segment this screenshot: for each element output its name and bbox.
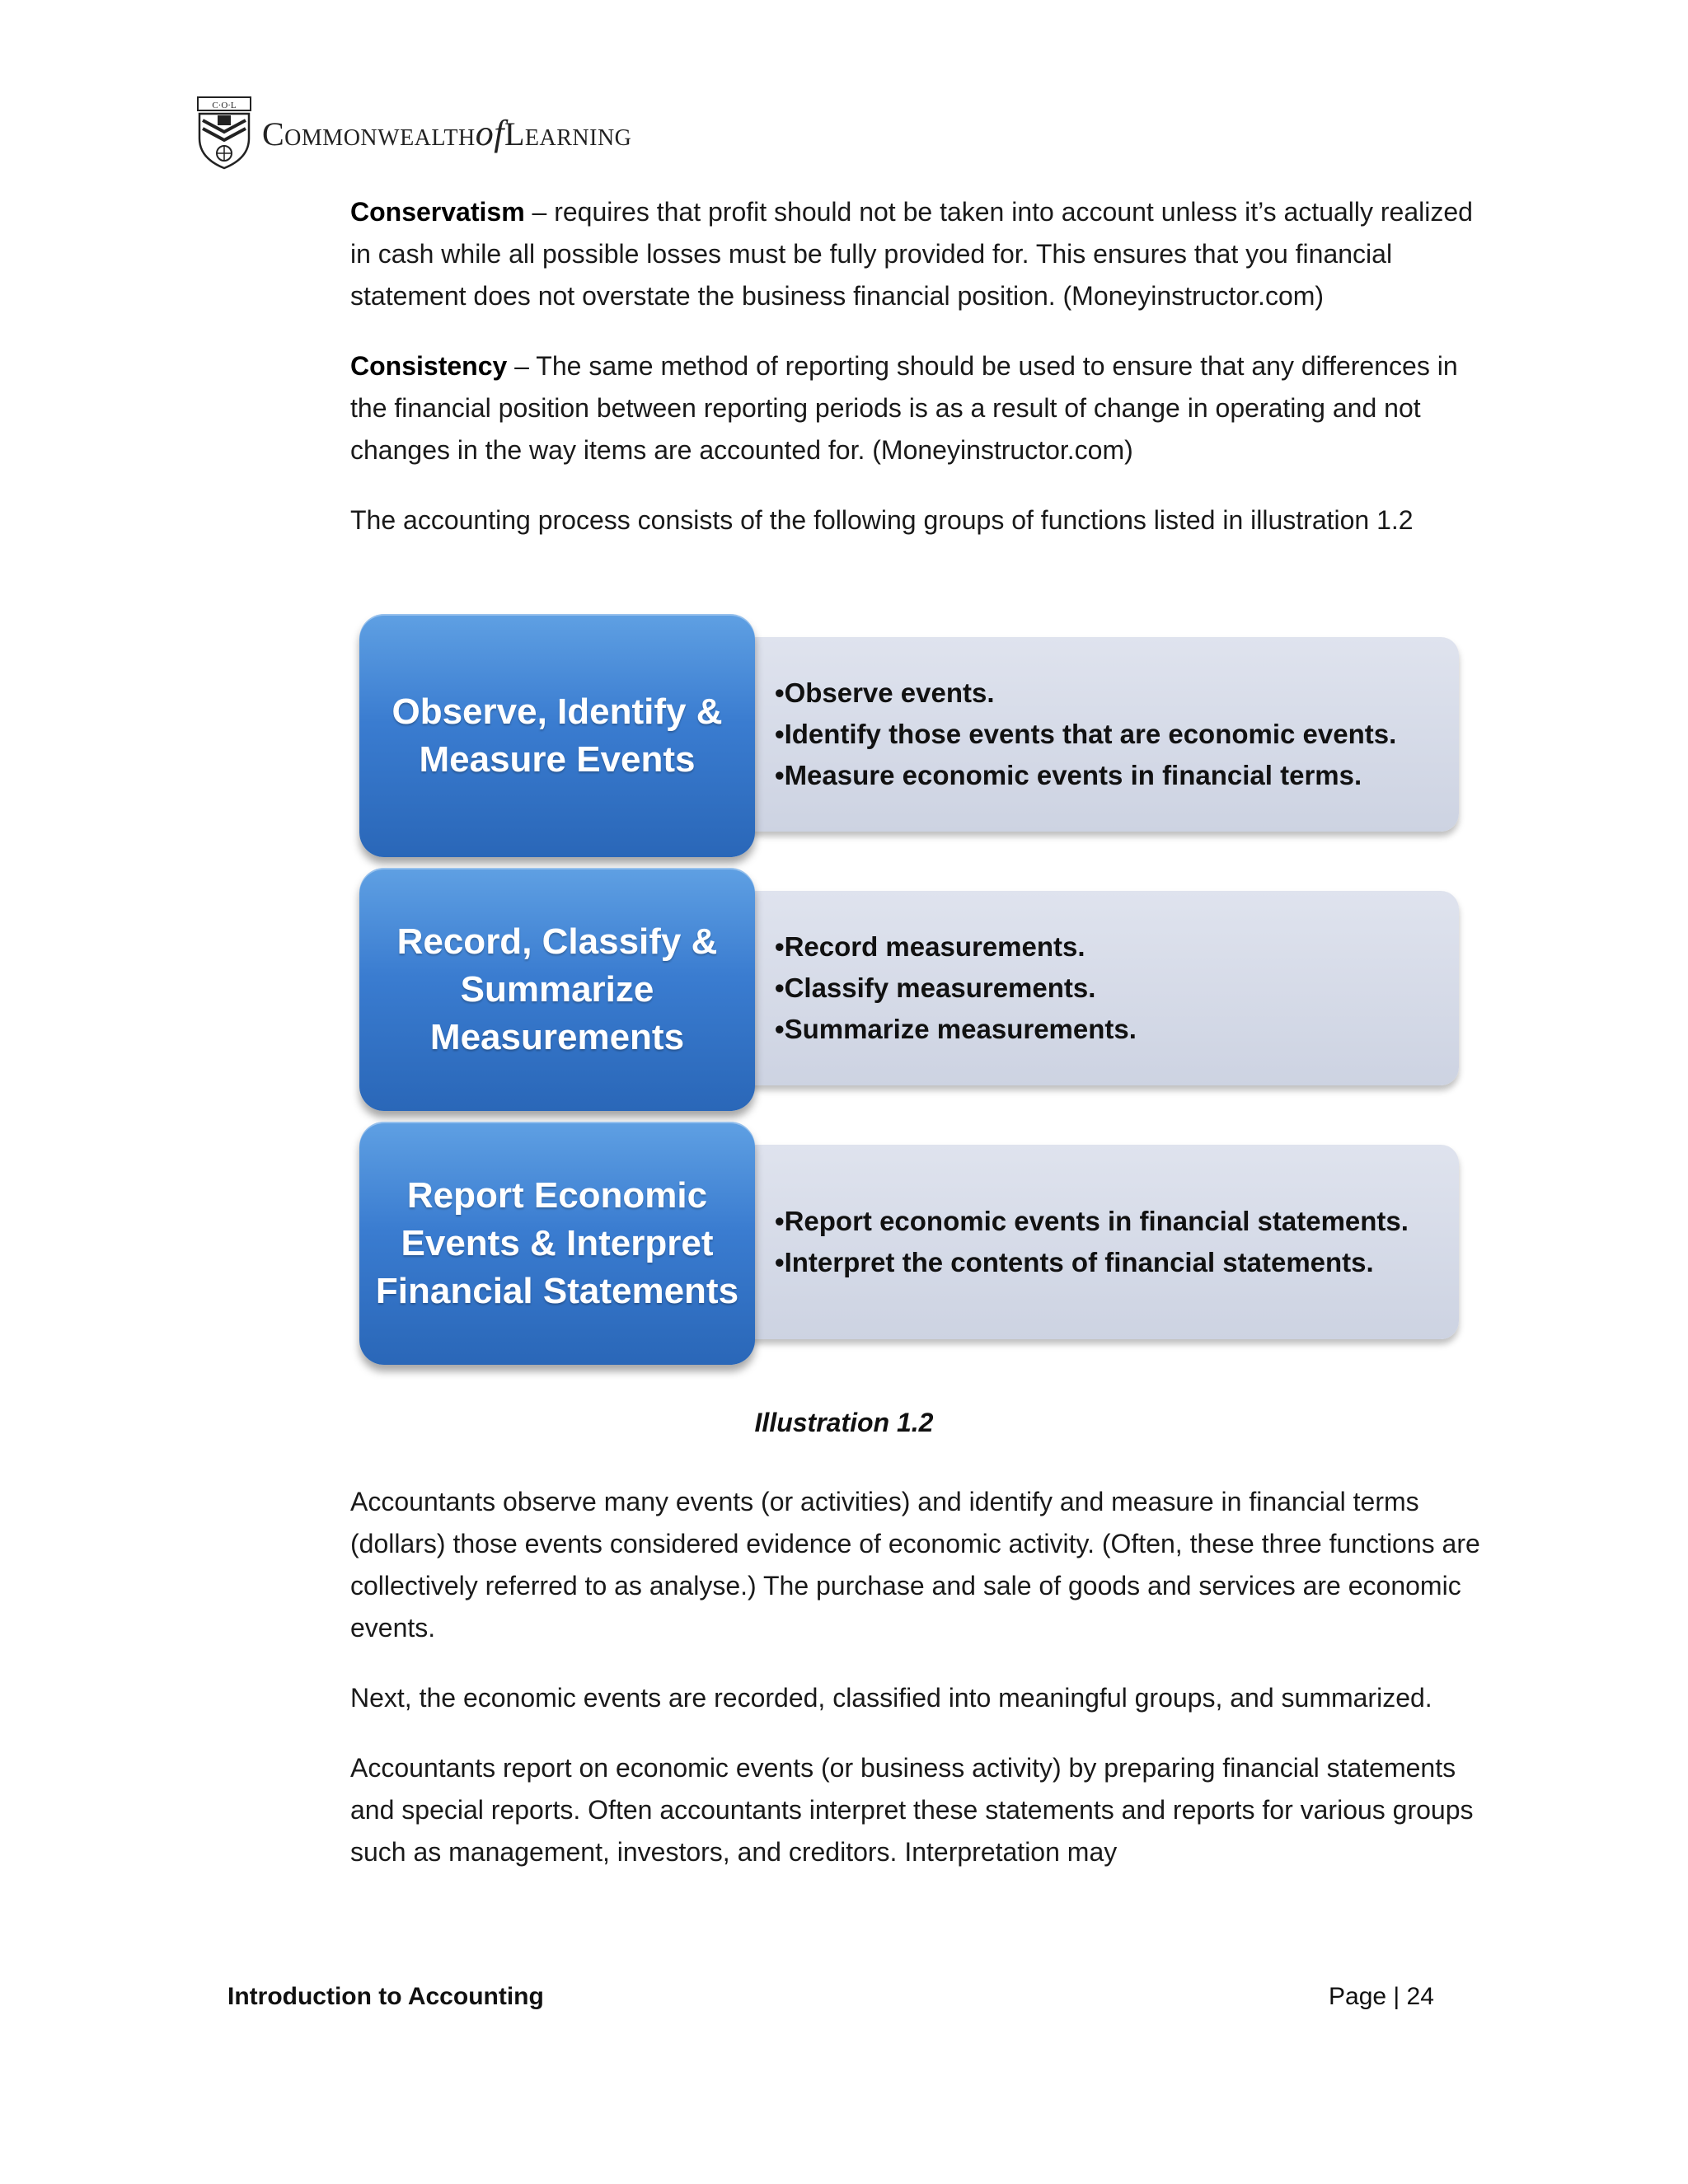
diagram-row-record: [354, 868, 1459, 1111]
paragraph-report: Accountants report on economic events (or business activity) by preparing financial statements and special reports. Often accountants interpret these statements and reports for various groups such as management, investors, and creditors. Interpretation may: [350, 1753, 1474, 1867]
bullet-item: • Measure economic events in financial terms.: [775, 755, 1442, 796]
logo-abbrev: C·O·L: [212, 101, 237, 110]
bullet-item: • Summarize measurements.: [775, 1009, 1442, 1050]
bullet-item: • Interpret the contents of financial statements.: [775, 1242, 1442, 1283]
row-title-box: [359, 1122, 755, 1365]
row-title: Record, Classify & Summarize Measurements: [396, 921, 718, 1057]
bullet-item: • Observe events.: [775, 673, 1442, 714]
paragraph-record: Next, the economic events are recorded, classified into meaningful groups, and summarized.: [350, 1683, 1432, 1713]
paragraph-intro-illustration: The accounting process consists of the following groups of functions listed in illustration 1.2: [350, 505, 1414, 535]
bullet-item: • Identify those events that are economic events.: [775, 714, 1442, 755]
bullet-item: • Record measurements.: [775, 926, 1442, 968]
bullet-item: • Classify measurements.: [775, 968, 1442, 1009]
logo-wordmark: CommonwealthofLearning: [262, 112, 632, 153]
row-title: Observe, Identify & Measure Events: [392, 691, 723, 780]
paragraph-conservatism: Conservatism – requires that profit should not be taken into account unless it’s actually realized in cash while all possible losses must be fully provided for. This ensures that you financial statement does not overstate the business financial position. (Moneyinstructor.com): [350, 197, 1473, 311]
bullet-item: • Report economic events in financial statements.: [775, 1201, 1442, 1242]
row-bullets: [775, 1145, 1442, 1339]
row-title-box: [359, 868, 755, 1111]
paragraph-consistency: Consistency – The same method of reporting should be used to ensure that any differences in the financial position between reporting periods is as a result of change in operating and not changes in the way items are accounted for. (Moneyinstructor.com): [350, 351, 1458, 465]
diagram-row-report: [354, 1122, 1459, 1365]
shield-icon: [195, 96, 254, 170]
row-bullets: [775, 637, 1442, 832]
accounting-process-diagram: [354, 614, 1459, 1368]
row-title-box: [359, 614, 755, 857]
paragraph-observe: Accountants observe many events (or activities) and identify and measure in financial terms (dollars) those events considered evidence of economic activity. (Often, these three functions are collectively referred to as analyse.) The purchase and sale of goods and services are economic events.: [350, 1487, 1480, 1643]
row-title: Report Economic Events & Interpret Financial Statements: [375, 1174, 739, 1311]
body-text-top: [350, 191, 1496, 569]
footer-title: Introduction to Accounting: [227, 1983, 544, 2010]
page-number: Page | 24: [1329, 1983, 1434, 2010]
col-logo: [195, 96, 631, 170]
body-text-bottom: [350, 1481, 1496, 1901]
illustration-caption: Illustration 1.2: [754, 1408, 934, 1437]
row-bullets: [775, 891, 1442, 1085]
diagram-row-observe: [354, 614, 1459, 857]
